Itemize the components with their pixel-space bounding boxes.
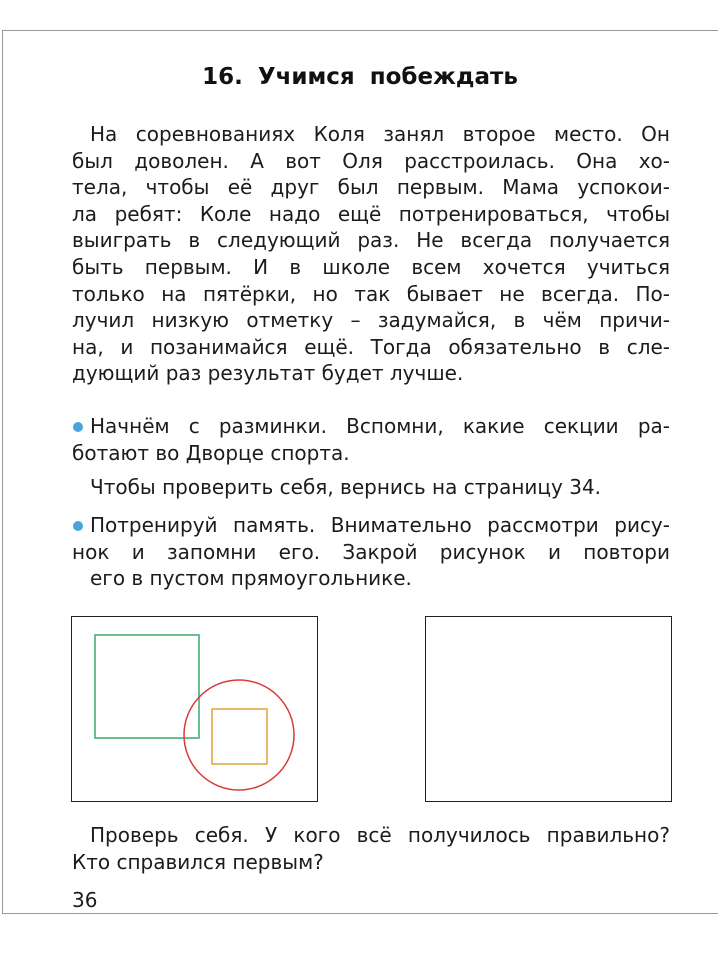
red-circle xyxy=(184,680,294,790)
reference-figure-frame xyxy=(71,616,318,802)
story-line: быть первым. И в школе всем хочется учиться xyxy=(72,254,670,279)
check-line: Кто справился первым? xyxy=(72,849,324,874)
story-line: На соревнованиях Коля занял второе место. Он xyxy=(90,122,670,146)
page-title: 16. Учимся побеждать xyxy=(202,64,518,90)
page-number: 36 xyxy=(72,888,98,912)
story-line: выиграть в следующий раз. Не всегда получается xyxy=(72,228,670,253)
story-line: только на пятёрки, но так бывает не всегда. По- xyxy=(72,281,670,306)
check-paragraph xyxy=(72,822,670,875)
orange-square xyxy=(212,709,267,764)
story-line: был доволен. А вот Оля расстроилась. Она хо- xyxy=(72,148,670,173)
task-warmup-note xyxy=(72,474,670,501)
task-line: нок и запомни его. Закрой рисунок и повтори xyxy=(72,539,670,564)
story-line: ла ребят: Коле надо ещё потренироваться, чтобы xyxy=(72,201,670,226)
reference-figure xyxy=(72,617,319,803)
empty-drawing-frame[interactable] xyxy=(425,616,672,802)
task-note: Чтобы проверить себя, вернись на страницу 34. xyxy=(90,475,602,499)
task-line: ботают во Дворце спорта. xyxy=(72,440,350,465)
task-line: Потренируй память. Внимательно рассмотри рису- xyxy=(90,513,670,537)
story-line: лучил низкую отметку – задумайся, в чём причи- xyxy=(72,308,670,333)
check-line: Проверь себя. У кого всё получилось правильно? xyxy=(90,823,670,847)
story-line: на, и позанимайся ещё. Тогда обязательно в сле- xyxy=(72,334,670,359)
task-memory xyxy=(72,512,670,592)
task-warmup xyxy=(72,413,670,466)
task-line: Начнём с разминки. Вспомни, какие секции ра- xyxy=(90,414,670,438)
green-square xyxy=(95,635,199,738)
story-line: тела, чтобы её друг был первым. Мама успокои- xyxy=(72,175,670,200)
story-line: дующий раз результат будет лучше. xyxy=(72,361,464,386)
task-line: его в пустом прямоугольнике. xyxy=(90,566,412,591)
story-paragraph xyxy=(72,121,670,387)
